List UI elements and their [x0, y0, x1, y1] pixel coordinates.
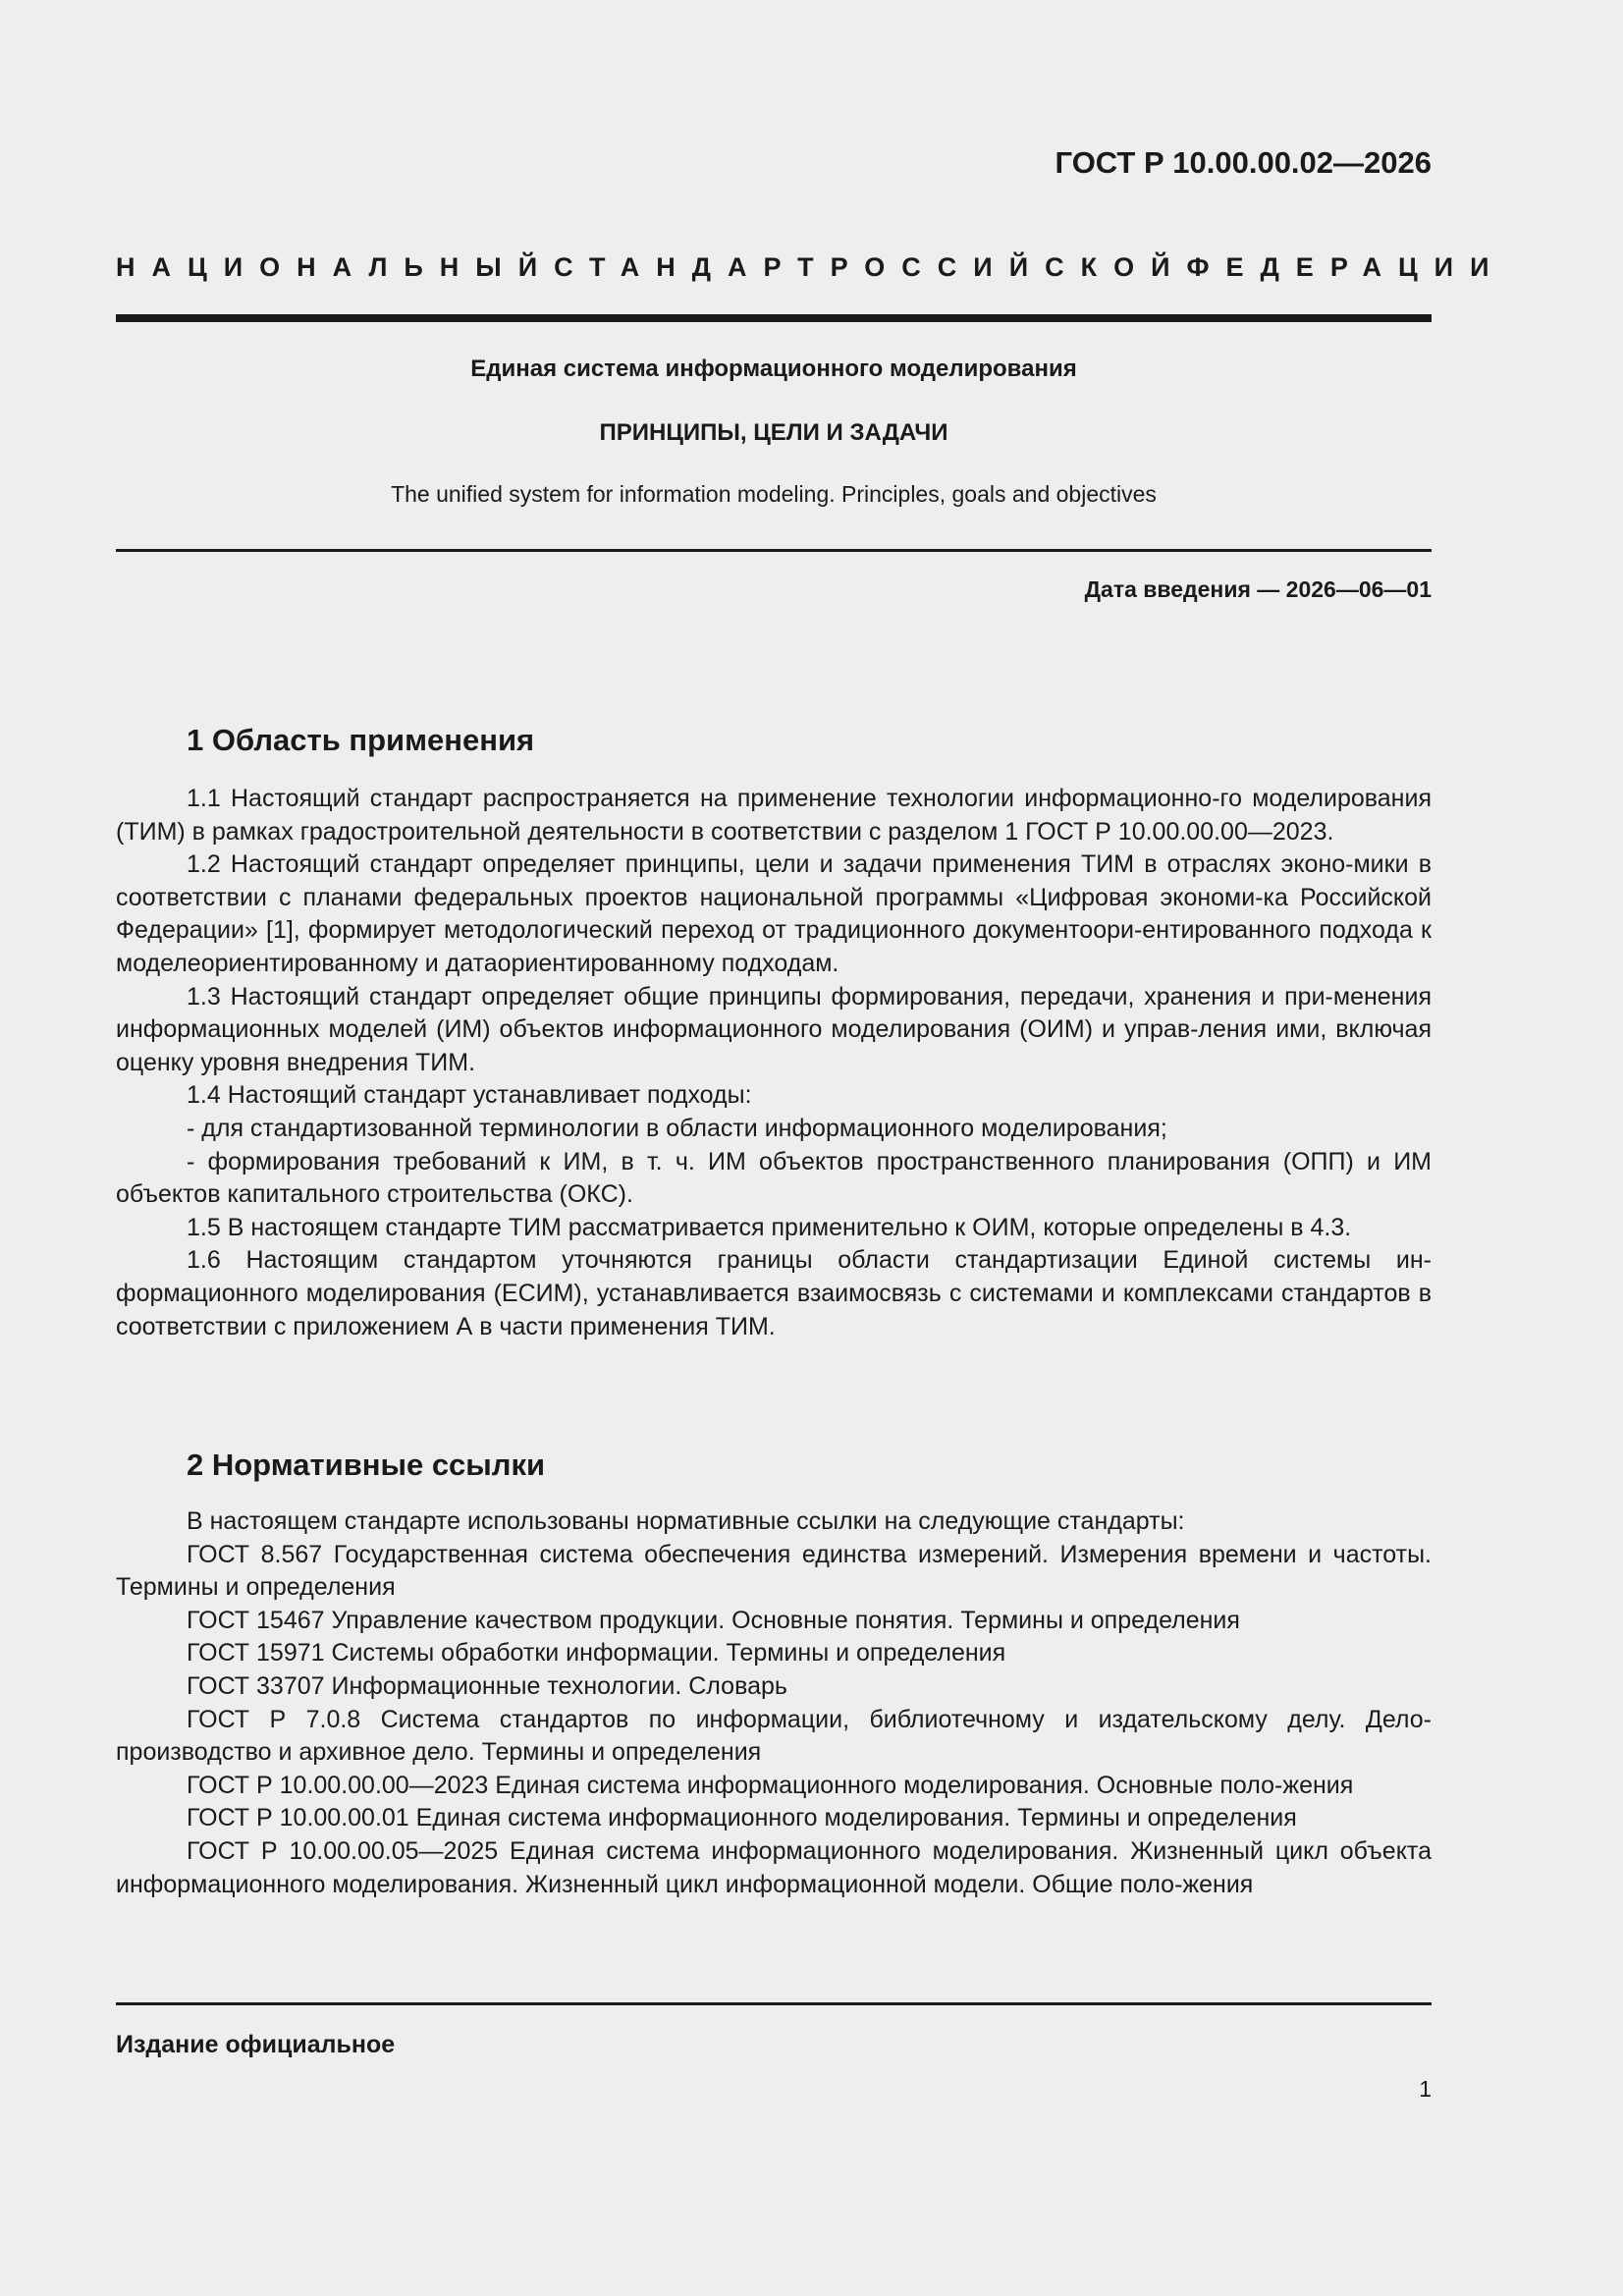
list-item: - формирования требований к ИМ, в т. ч. ИМ объектов пространственного планирования (ОПП) и ИМ объектов капитального строительства (ОКС).: [116, 1147, 1432, 1209]
reference-item: ГОСТ 33707 Информационные технологии. Словарь: [187, 1671, 787, 1700]
paragraph-1-1: 1.1 Настоящий стандарт распространяется на применение технологии информационно-го моделирования (ТИМ) в рамках градостроительной деятельности в соответствии с разделом 1 ГОСТ Р 10.00.00.00—2023.: [116, 785, 1432, 846]
banner-word: ФЕДЕРАЦИИ: [1186, 252, 1506, 282]
header-thick-rule: [116, 314, 1432, 322]
paragraph-1-3: 1.3 Настоящий стандарт определяет общие принципы формирования, передачи, хранения и при-менения информационных моделей (ИМ) объектов информационного моделирования (ОИМ) и управ-ления ими, включая оценку уровня внедрения ТИМ.: [116, 982, 1432, 1076]
english-title: The unified system for information modeling. Principles, goals and objectives: [391, 481, 1157, 507]
banner-word: РОССИЙСКОЙ: [830, 252, 1187, 282]
title-divider: [116, 549, 1432, 552]
reference-item: ГОСТ 15467 Управление качеством продукции. Основные понятия. Термины и определения: [187, 1606, 1240, 1634]
official-edition-label: Издание официальное: [116, 2031, 396, 2058]
reference-item: ГОСТ 15971 Системы обработки информации. Термины и определения: [187, 1639, 1006, 1667]
paragraph-1-5: 1.5 В настоящем стандарте ТИМ рассматривается применительно к ОИМ, которые определены в 4.3.: [187, 1213, 1352, 1241]
section-2-heading: 2 Нормативные ссылки: [187, 1448, 546, 1482]
introduction-date: Дата введения — 2026—06—01: [1084, 576, 1432, 602]
list-item: - для стандартизованной терминологии в области информационного моделирования;: [187, 1114, 1167, 1142]
reference-item: ГОСТ Р 7.0.8 Система стандартов по информации, библиотечному и издательскому делу. Дело-производство и архивное дело. Термины и определения: [116, 1705, 1432, 1767]
reference-item: ГОСТ Р 10.00.00.00—2023 Единая система информационного моделирования. Основные поло-жения: [187, 1771, 1354, 1799]
document-designation: ГОСТ Р 10.00.00.02—2026: [1055, 145, 1432, 180]
section-2-body: [116, 1505, 1432, 1901]
document-title: ПРИНЦИПЫ, ЦЕЛИ И ЗАДАЧИ: [599, 419, 948, 446]
reference-item: ГОСТ 8.567 Государственная система обеспечения единства измерений. Измерения времени и частоты. Термины и определения: [116, 1540, 1432, 1602]
paragraph-1-4: 1.4 Настоящий стандарт устанавливает подходы:: [187, 1081, 752, 1110]
page-number: 1: [1419, 2076, 1432, 2102]
national-standard-banner: [116, 252, 1506, 283]
banner-word: НАЦИОНАЛЬНЫЙ: [116, 252, 555, 282]
reference-item: ГОСТ Р 10.00.00.05—2025 Единая система информационного моделирования. Жизненный цикл объекта информационного моделирования. Жизненный цикл информационной модели. Общие поло-жения: [116, 1836, 1432, 1898]
footer-divider: [116, 2002, 1432, 2005]
system-title: Единая система информационного моделирования: [470, 355, 1077, 382]
references-intro: В настоящем стандарте использованы нормативные ссылки на следующие стандарты:: [187, 1507, 1185, 1535]
section-1-body: [116, 783, 1432, 1343]
paragraph-1-6: 1.6 Настоящим стандартом уточняются границы области стандартизации Единой системы ин-формационного моделирования (ЕСИМ), устанавливается взаимосвязь с системами и комплексами стандартов в соответствии с приложением А в части применения ТИМ.: [116, 1246, 1432, 1340]
paragraph-1-2: 1.2 Настоящий стандарт определяет принципы, цели и задачи применения ТИМ в отраслях эконо-мики в соответствии с планами федеральных проектов национальной программы «Цифровая экономи-ка Российской Федерации» [1], формирует методологический переход от традиционного документоори-ентированного подхода к моделеориентированному и датаориентированному подходам.: [116, 850, 1432, 977]
reference-item: ГОСТ Р 10.00.00.01 Единая система информационного моделирования. Термины и определения: [187, 1804, 1297, 1832]
banner-word: СТАНДАРТ: [554, 252, 831, 282]
section-1-heading: 1 Область применения: [187, 723, 535, 757]
